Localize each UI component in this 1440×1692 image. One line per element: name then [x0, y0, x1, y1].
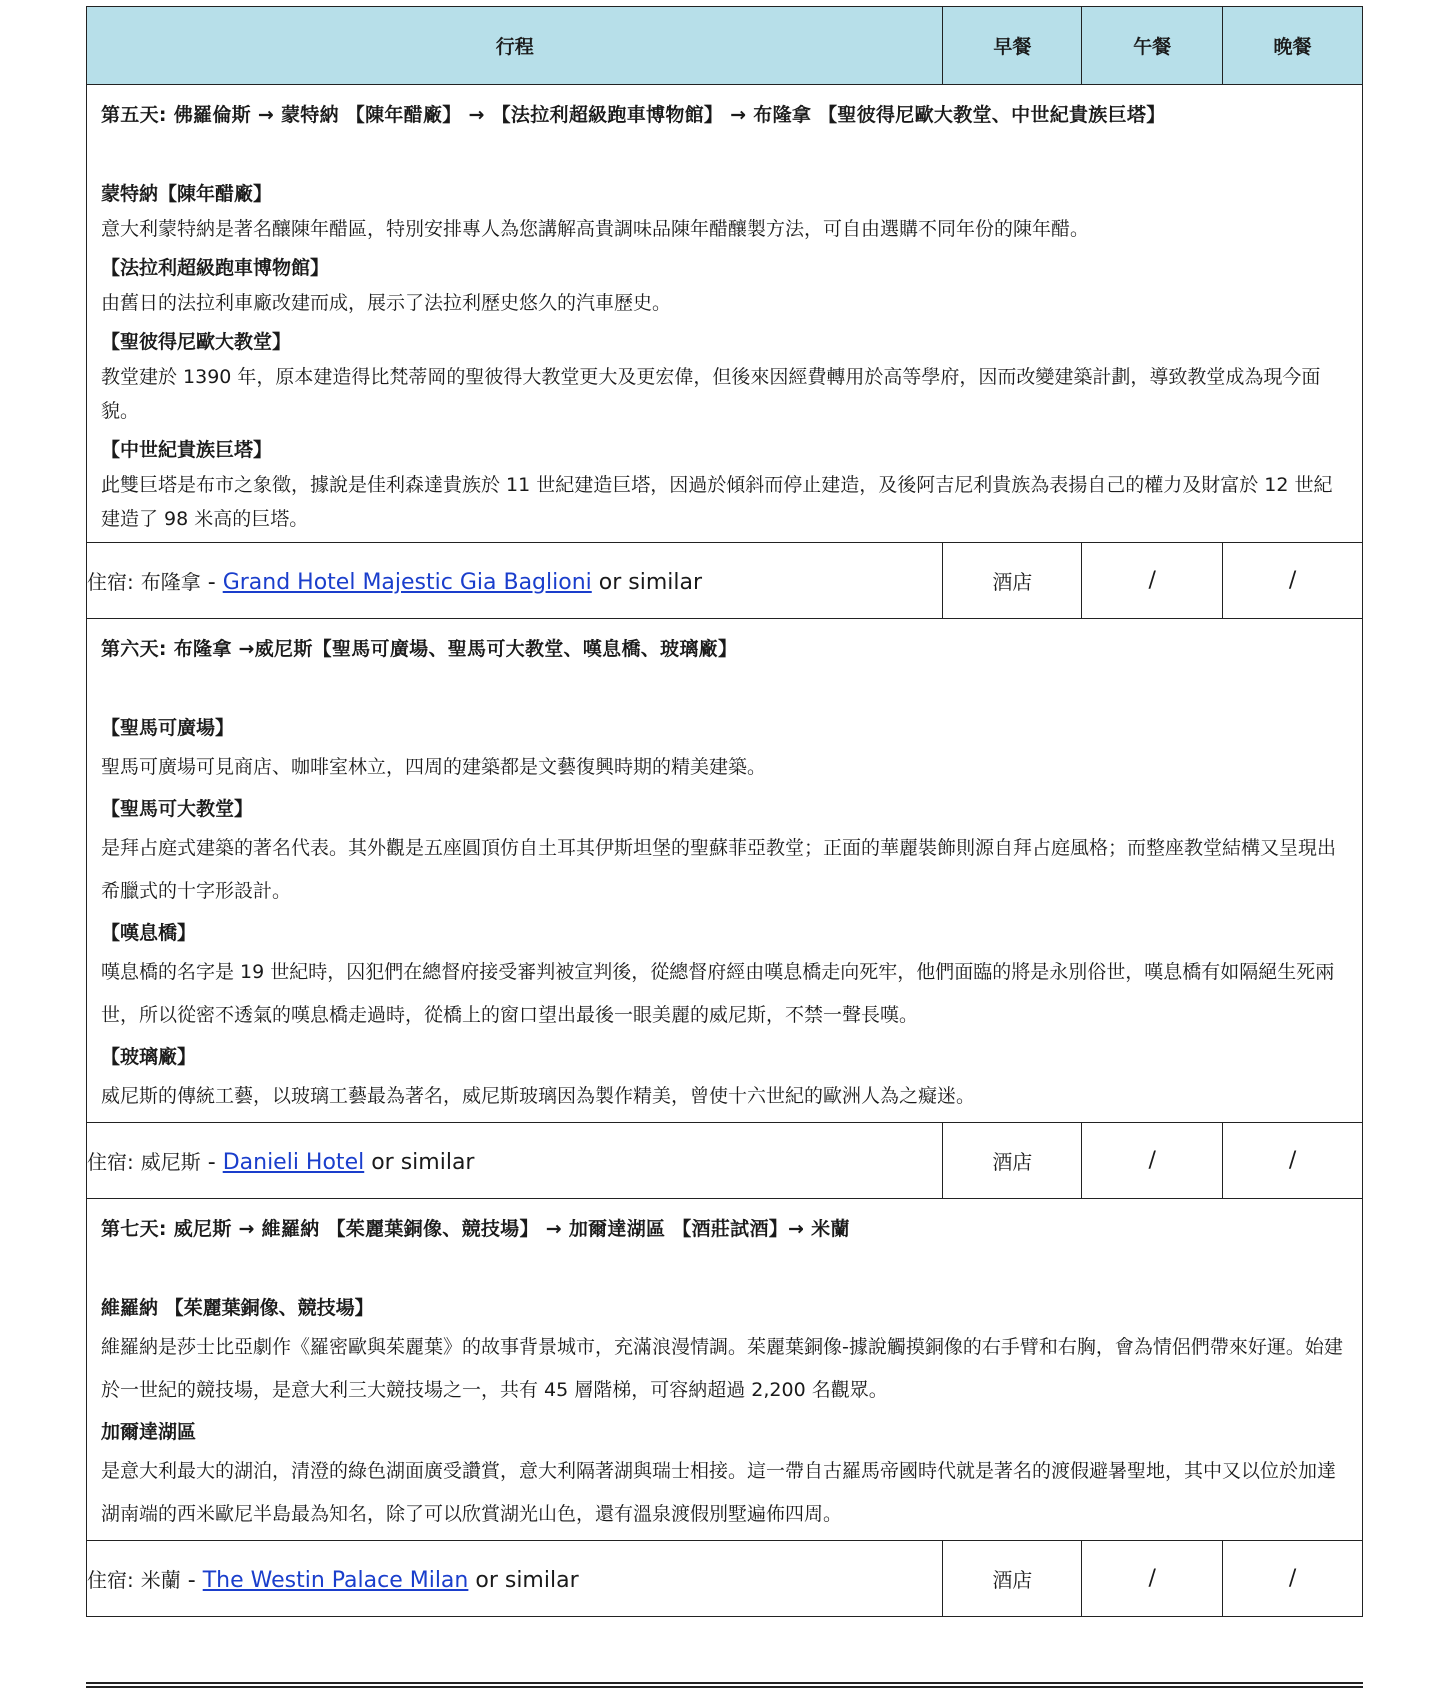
- hotel-link[interactable]: Grand Hotel Majestic Gia Baglioni: [222, 570, 592, 595]
- section-text: 教堂建於 1390 年，原本建造得比梵蒂岡的聖彼得大教堂更大及更宏偉，但後來因經費轉用於高等學府，因而改變建築計劃，導致教堂成為現今面貌。: [101, 366, 1321, 422]
- header-itinerary: 行程: [87, 7, 943, 85]
- section-heading: 維羅納 【茱麗葉銅像、競技場】: [101, 1297, 374, 1319]
- dash: -: [187, 1568, 196, 1593]
- lunch-cell: /: [1082, 543, 1223, 619]
- table-bottom-rule: [86, 1682, 1363, 1688]
- section-heading: 加爾達湖區: [101, 1421, 197, 1443]
- hotel-suffix: or similar: [371, 1150, 475, 1175]
- section-heading: 【聖馬可廣場】: [101, 717, 235, 739]
- dinner-cell: /: [1223, 543, 1363, 619]
- day-6-description: [87, 619, 1363, 1123]
- accommodation-cell: [87, 543, 943, 619]
- dash: -: [207, 570, 216, 595]
- section-text: 威尼斯的傳統工藝，以玻璃工藝最為著名，威尼斯玻璃因為製作精美，曾使十六世紀的歐洲人為之癡迷。: [101, 1085, 976, 1107]
- dinner-cell: /: [1223, 1541, 1363, 1617]
- header-dinner: 晚餐: [1223, 7, 1363, 85]
- breakfast-cell: 酒店: [943, 1541, 1082, 1617]
- day-7-description: [87, 1199, 1363, 1541]
- section-heading: 【玻璃廠】: [101, 1046, 197, 1068]
- hotel-suffix: or similar: [598, 570, 703, 595]
- day-title: 第七天: 威尼斯 → 維羅納 【茱麗葉銅像、競技場】 → 加爾達湖區 【酒莊試酒】→ 米蘭: [101, 1218, 850, 1240]
- accommodation-row: [87, 1123, 1363, 1199]
- header-row: [87, 7, 1363, 85]
- section-text: 是意大利最大的湖泊，清澄的綠色湖面廣受讚賞，意大利隔著湖與瑞士相接。這一帶自古羅馬帝國時代就是著名的渡假避暑聖地，其中又以位於加達湖南端的西米歐尼半島最為知名，除了可以欣賞湖光山色，還有溫泉渡假別墅遍佈四周。: [101, 1460, 1337, 1525]
- hotel-link[interactable]: Danieli Hotel: [222, 1150, 365, 1175]
- header-lunch: 午餐: [1082, 7, 1223, 85]
- lunch-cell: /: [1082, 1123, 1223, 1199]
- accommodation-city: 布隆拿: [140, 570, 201, 594]
- section-text: 嘆息橋的名字是 19 世紀時，囚犯們在總督府接受審判被宣判後，從總督府經由嘆息橋走向死牢，他們面臨的將是永別俗世，嘆息橋有如隔絕生死兩世，所以從密不透氣的嘆息橋走過時，從橋上的窗口望出最後一眼美麗的威尼斯，不禁一聲長嘆。: [101, 961, 1335, 1026]
- day-title: 第五天: 佛羅倫斯 → 蒙特納 【陳年醋廠】 → 【法拉利超級跑車博物館】 → 布隆拿 【聖彼得尼歐大教堂、中世紀貴族巨塔】: [101, 104, 1166, 126]
- day-title: 第六天: 布隆拿 →威尼斯【聖馬可廣場、聖馬可大教堂、嘆息橋、玻璃廠】: [101, 638, 738, 660]
- breakfast-cell: 酒店: [943, 1123, 1082, 1199]
- breakfast-cell: 酒店: [943, 543, 1082, 619]
- accommodation-label: 住宿:: [87, 570, 134, 594]
- lunch-cell: /: [1082, 1541, 1223, 1617]
- accommodation-cell: [87, 1123, 943, 1199]
- day-row: [87, 619, 1363, 1123]
- accommodation-cell: [87, 1541, 943, 1617]
- section-heading: 【聖彼得尼歐大教堂】: [101, 331, 292, 353]
- accommodation-city: 米蘭: [140, 1568, 181, 1592]
- section-text: 聖馬可廣場可見商店、咖啡室林立，四周的建築都是文藝復興時期的精美建築。: [101, 756, 767, 778]
- hotel-suffix: or similar: [475, 1568, 579, 1593]
- section-text: 由舊日的法拉利車廠改建而成，展示了法拉利歷史悠久的汽車歷史。: [101, 292, 672, 314]
- day-row: [87, 85, 1363, 543]
- section-text: 維羅納是莎士比亞劇作《羅密歐與茱麗葉》的故事背景城市，充滿浪漫情調。茱麗葉銅像-據說觸摸銅像的右手臂和右胸，會為情侶們帶來好運。始建於一世紀的競技場，是意大利三大競技場之一，共有 45 層階梯，可容納超過 2,200 名觀眾。: [101, 1336, 1343, 1401]
- accommodation-label: 住宿:: [87, 1150, 134, 1174]
- section-heading: 【中世紀貴族巨塔】: [101, 439, 273, 461]
- hotel-link[interactable]: The Westin Palace Milan: [202, 1568, 469, 1593]
- accommodation-row: [87, 1541, 1363, 1617]
- dinner-cell: /: [1223, 1123, 1363, 1199]
- itinerary-table: [86, 6, 1363, 1617]
- dash: -: [207, 1150, 216, 1175]
- section-text: 此雙巨塔是布市之象徵，據說是佳利森達貴族於 11 世紀建造巨塔，因過於傾斜而停止建造，及後阿吉尼利貴族為表揚自己的權力及財富於 12 世紀建造了 98 米高的巨塔。: [101, 474, 1333, 530]
- day-row: [87, 1199, 1363, 1541]
- section-heading: 蒙特納【陳年醋廠】: [101, 183, 273, 205]
- section-text: 意大利蒙特納是著名釀陳年醋區，特別安排專人為您講解高貴調味品陳年醋釀製方法，可自由選購不同年份的陳年醋。: [101, 218, 1090, 240]
- accommodation-city: 威尼斯: [140, 1150, 201, 1174]
- day-5-description: [87, 85, 1363, 543]
- section-heading: 【聖馬可大教堂】: [101, 798, 254, 820]
- accommodation-label: 住宿:: [87, 1568, 134, 1592]
- section-heading: 【嘆息橋】: [101, 922, 197, 944]
- accommodation-row: [87, 543, 1363, 619]
- section-text: 是拜占庭式建築的著名代表。其外觀是五座圓頂仿自土耳其伊斯坦堡的聖蘇菲亞教堂；正面的華麗裝飾則源自拜占庭風格；而整座教堂結構又呈現出希臘式的十字形設計。: [101, 837, 1337, 902]
- header-breakfast: 早餐: [943, 7, 1082, 85]
- section-heading: 【法拉利超級跑車博物館】: [101, 257, 330, 279]
